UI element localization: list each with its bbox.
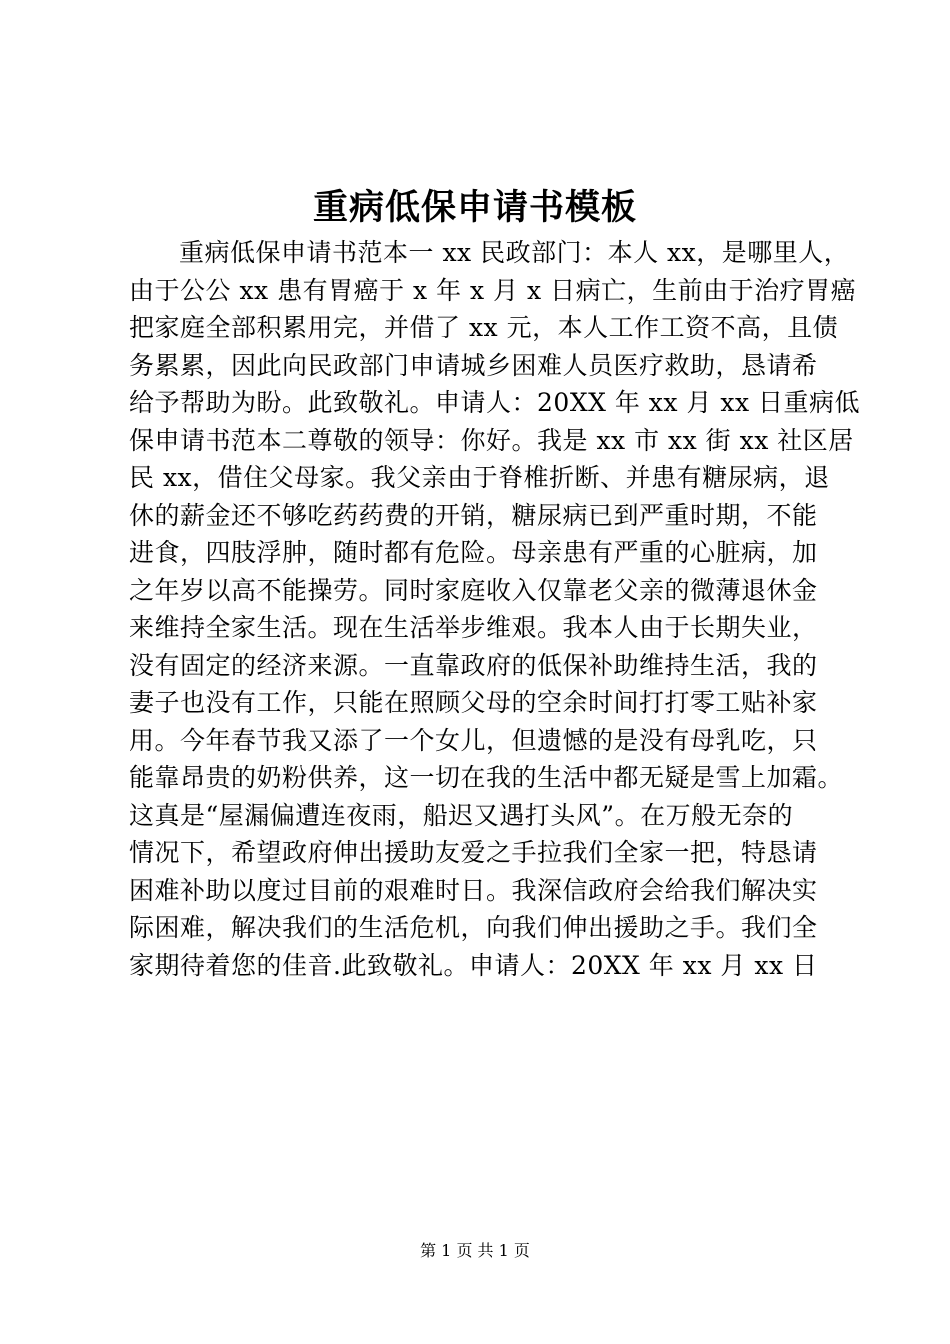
document-title: 重病低保申请书模板 <box>312 187 637 228</box>
body-line: 没有固定的经济来源。一直靠政府的低保补助维持生活，我的 <box>129 650 818 680</box>
document-body <box>129 234 859 984</box>
body-line: 这真是“屋漏偏遭连夜雨，船迟又遇打头风”。在万般无奈的 <box>129 800 794 830</box>
body-line: 来维持全家生活。现在生活举步维艰。我本人由于长期失业， <box>129 613 818 642</box>
body-line: 重病低保申请书范本一 xx 民政部门：本人 xx，是哪里人， <box>179 238 850 267</box>
body-line: 困难补助以度过目前的艰难时日。我深信政府会给我们解决实 <box>129 875 818 905</box>
body-line: 保申请书范本二尊敬的领导：你好。我是 xx 市 xx 街 xx 社区居 <box>129 425 854 455</box>
body-line: 能靠昂贵的奶粉供养，这一切在我的生活中都无疑是雪上加霜。 <box>129 763 844 792</box>
body-line: 妻子也没有工作，只能在照顾父母的空余时间打打零工贴补家 <box>129 688 818 717</box>
body-line: 民 xx，借住父母家。我父亲由于脊椎折断、并患有糖尿病，退 <box>129 463 830 492</box>
body-line: 际困难，解决我们的生活危机，向我们伸出援助之手。我们全 <box>129 913 818 942</box>
body-line: 给予帮助为盼。此致敬礼。申请人：20XX 年 xx 月 xx 日重病低 <box>129 388 861 417</box>
body-line: 情况下，希望政府伸出援助友爱之手拉我们全家一把，特恳请 <box>129 838 818 867</box>
body-line: 用。今年春节我又添了一个女儿，但遗憾的是没有母乳吃，只 <box>129 725 818 755</box>
page-footer: 第 1 页 共 1 页 <box>420 1241 530 1260</box>
body-line: 之年岁以高不能操劳。同时家庭收入仅靠老父亲的微薄退休金 <box>129 575 818 605</box>
body-line: 家期待着您的佳音.此致敬礼。申请人：20XX 年 xx 月 xx 日 <box>129 950 818 980</box>
body-line: 休的薪金还不够吃药药费的开销，糖尿病已到严重时期，不能 <box>129 500 818 530</box>
body-line: 进食，四肢浮肿，随时都有危险。母亲患有严重的心脏病，加 <box>129 538 818 567</box>
body-line: 由于公公 xx 患有胃癌于 x 年 x 月 x 日病亡，生前由于治疗胃癌 <box>129 275 857 305</box>
body-line: 把家庭全部积累用完，并借了 xx 元，本人工作工资不高，且债 <box>129 313 839 342</box>
body-line: 务累累，因此向民政部门申请城乡困难人员医疗救助，恳请希 <box>129 350 818 380</box>
